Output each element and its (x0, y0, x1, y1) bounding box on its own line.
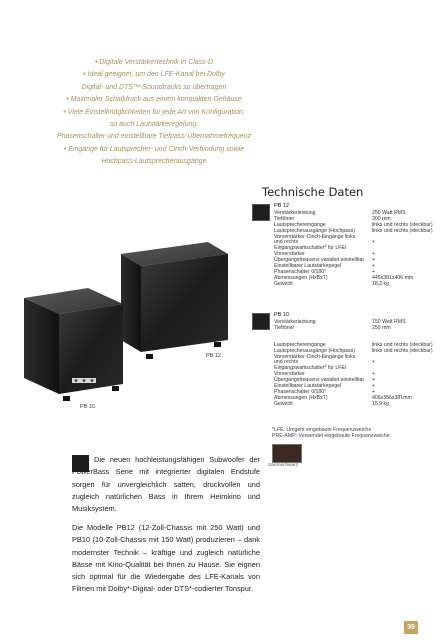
spec-value: + (372, 359, 376, 366)
spec-label: Vorverstärker (274, 251, 305, 258)
spec-value: + (372, 251, 376, 258)
finish-swatch (272, 444, 302, 463)
spec-label: Einstellbarer Lautstärkepegel (274, 263, 342, 270)
spec-row (274, 402, 442, 408)
spec-value: + (372, 388, 376, 395)
spec-value: links und rechts (steckbar) (372, 341, 433, 348)
spec-label: Eingangswahlschalter* für LFE/ (274, 365, 347, 372)
spec-block-pb12 (252, 204, 442, 294)
spec-value: + (372, 371, 376, 378)
spec-value: 18,2 kg (372, 280, 390, 287)
spec-label: und rechts (274, 239, 299, 246)
paragraph-text: Die neuen hochleistungsfähigen Subwoofer der PowerBass Serie mit integrierter digitalen Endstufe sorgen für unvergleichlich satten, druckvollen und zugleich natürlichen Bass in Ihrem Heimkino und Musiksystem. (72, 455, 260, 514)
spec-label: Lautsprecherausgänge (Hochpass) (274, 227, 356, 234)
spec-label: Übergangsfrequenz variabel einstellbar (274, 377, 365, 384)
spec-label: Übergangsfrequenz variabel einstellbar (274, 257, 365, 264)
spec-row (274, 282, 442, 288)
feature-line: • Maximaler Schalldruck aus einem kompakten Gehäuse (66, 96, 242, 104)
spec-rows (274, 320, 442, 408)
feature-line: Hochpass-Lautsprecherausgänge (101, 158, 207, 166)
footnote: PRE-AMP: Verwendet eingebaute Frequenzweiche (272, 433, 390, 439)
spec-label: Phasenschalter 0/180° (274, 388, 327, 395)
spec-value: 250 mm (372, 324, 391, 331)
spec-value: + (372, 263, 376, 270)
spec-value: 15,9 kg (372, 400, 390, 407)
spec-label: Abmessungen (HxBxT) (274, 274, 328, 281)
footnotes (272, 427, 390, 439)
spec-model: PB 10 (274, 312, 289, 318)
spec-value: + (372, 377, 376, 384)
spec-label: Abmessungen (HxBxT) (274, 394, 328, 401)
spec-value: 250 Watt RMS (372, 210, 406, 216)
spec-label: Vorverstärker-Cinch-Eingänge links (274, 353, 356, 360)
pb12-label: PB 12 (206, 353, 221, 359)
spec-value: 445x381x406 mm (372, 274, 414, 281)
description-paragraph-2 (72, 522, 260, 596)
spec-value: 406x356x381mm (372, 394, 412, 401)
pb10-label: PB 10 (80, 404, 95, 410)
subwoofer-illustration (18, 228, 248, 418)
pb10-subwoofer (24, 288, 123, 401)
spec-label: Tieftöner (274, 324, 295, 331)
feature-line: Digital- und DTS™-Soundtracks zu übertragen (81, 83, 227, 91)
paragraph-text: Die Modelle PB12 (12-Zoll-Chassis mit 250 Watt) und PB10 (10-Zoll-Chassis mit 150 Watt) produzieren – dank modernster Technik – kräftige und zugleich natürliche Bässe mit Kino-Qualität bei Ihnen zu Hause. Sie eignen sich optimal für die Wiedergabe des LFE-Kanals von Filmen mit Dolby*-Digital- oder DTS*-codierter Tonspur. (72, 523, 260, 594)
spec-label: Einstellbarer Lautstärkepegel (274, 383, 342, 390)
spec-label: Gewicht (274, 280, 293, 287)
spec-value: 300 mm (372, 215, 391, 222)
pb12-subwoofer (121, 242, 228, 359)
spec-value: links und rechts (steckbar) (372, 227, 433, 234)
spec-value: 150 Watt RMS (372, 319, 406, 325)
spec-value: + (372, 268, 376, 275)
spec-label: Eingangswahlschalter* für LFE/ (274, 245, 347, 252)
finish-label: Santoschwarz (268, 463, 299, 468)
pb12-thumbnail (252, 204, 270, 221)
spec-label: Verstärkerleistung (274, 210, 316, 216)
spec-model: PB 12 (274, 203, 289, 209)
spec-value: links und rechts (steckbar) (372, 347, 433, 354)
spec-label: Vorverstärker (274, 371, 305, 378)
spec-value: + (372, 383, 376, 390)
feature-list (10, 57, 298, 169)
feature-line: • Viele Einstellmöglichkeiten für jede Art von Konfiguration, (63, 108, 245, 116)
spec-value: + (372, 239, 376, 246)
spec-heading: Technische Daten (262, 185, 364, 199)
spec-label: Tieftöner (274, 215, 295, 222)
feature-line: • Digitale Verstärkertechnik in Class-D (94, 59, 214, 66)
feature-line: • Eingänge für Lautsprecher- und Cinch-Verbindung sowie (63, 145, 245, 153)
spec-label: und rechts (274, 359, 299, 366)
spec-label: Lautsprechereingänge (274, 341, 326, 348)
spec-label: Lautsprechereingänge (274, 221, 326, 228)
spec-label: Phasenschalter 0/180° (274, 268, 327, 275)
feature-line: • Ideal geeignet, um den LFE-Kanal bei Dolby (83, 71, 225, 79)
feature-line: Phasenschalter und einstellbare Tiefpass-Übernahmefrequenz (56, 133, 252, 141)
spec-rows (274, 211, 442, 288)
feature-line: so auch Lautstärkeregelung, (109, 121, 199, 129)
spec-value: links und rechts (steckbar) (372, 221, 433, 228)
page-number: 39 (404, 621, 418, 634)
spec-label: Verstärkerleistung (274, 319, 316, 325)
spec-block-pb10 (252, 313, 442, 413)
description-paragraph-1 (72, 454, 260, 515)
spec-label: Gewicht (274, 400, 293, 407)
pb10-thumbnail (252, 313, 270, 330)
spec-value: + (372, 257, 376, 264)
footnote: *LFE: Umgeht eingebaute Frequenzweiche (272, 427, 372, 433)
spec-label: Vorverstärker-Cinch-Eingänge links (274, 233, 356, 240)
spec-label: Lautsprecherausgänge (Hochpass) (274, 347, 356, 354)
